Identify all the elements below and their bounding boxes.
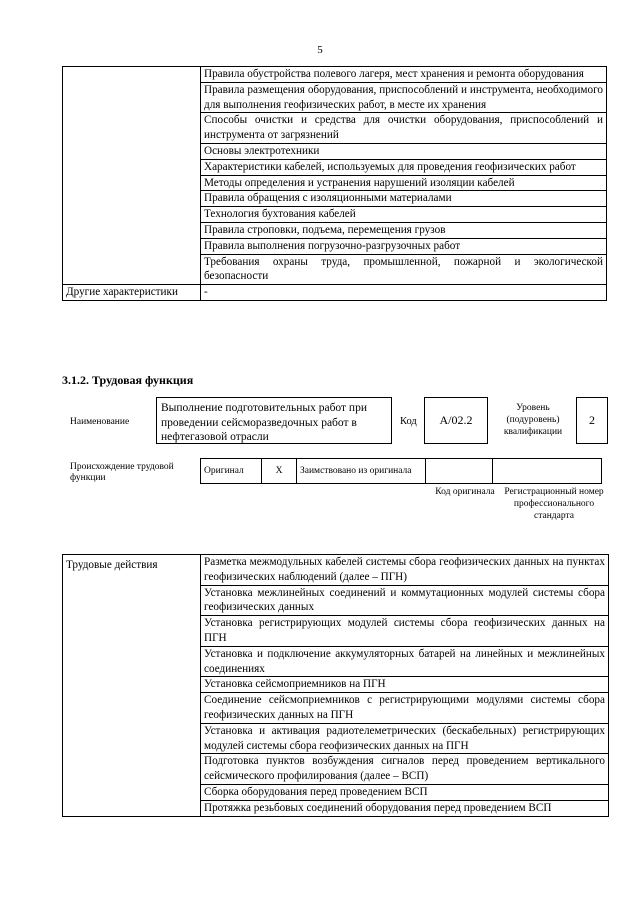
origin-table — [200, 458, 602, 484]
origin-label: Происхождение трудовой функции — [70, 462, 174, 483]
table-cell-empty — [63, 67, 201, 285]
function-name-label: Наименование — [70, 417, 130, 427]
labor-actions-table — [62, 554, 609, 817]
labor-action-item: Соединение сейсмоприемников с регистрирующими модулями системы сбора геофизических данных на ПГН — [201, 693, 609, 724]
level-label: Уровень (подуровень) квалификации — [503, 403, 563, 437]
labor-action-item: Установка и подключение аккумуляторных батарей на линейных и межлинейных соединениях — [201, 646, 609, 677]
labor-action-item: Подготовка пунктов возбуждения сигналов перед проведением вертикального сейсмического профилирования (далее – ВСП) — [201, 754, 609, 785]
knowledge-item: Характеристики кабелей, используемых для проведения геофизических работ — [201, 159, 607, 175]
labor-action-item: Установка и активация радиотелеметрических (бескабельных) регистрирующих модулей системы сбора геофизических данных на ПГН — [201, 723, 609, 754]
table-row — [63, 67, 607, 83]
knowledge-item: Правила обустройства полевого лагеря, мест хранения и ремонта оборудования — [201, 67, 607, 83]
knowledge-item: Правила строповки, подъема, перемещения грузов — [201, 222, 607, 238]
knowledge-item: Правила обращения с изоляционными материалами — [201, 191, 607, 207]
original-mark: X — [262, 459, 297, 484]
labor-action-item: Установка межлинейных соединений и коммутационных модулей системы сбора геофизических данных — [201, 585, 609, 616]
other-characteristics-value: - — [201, 285, 607, 301]
original-label: Оригинал — [201, 459, 262, 484]
knowledge-table — [62, 66, 607, 301]
table-row — [201, 459, 602, 484]
labor-action-item: Разметка межмодульных кабелей системы сбора геофизических данных на пунктах геофизических наблюдений (далее – ПГН) — [201, 555, 609, 586]
function-name-value: Выполнение подготовительных работ при проведении сейсморазведочных работ в нефтегазовой отрасли — [156, 397, 392, 444]
knowledge-item: Основы электротехники — [201, 143, 607, 159]
knowledge-item: Правила выполнения погрузочно-разгрузочных работ — [201, 238, 607, 254]
knowledge-item: Технология бухтования кабелей — [201, 207, 607, 223]
origin-code-cell — [426, 459, 493, 484]
knowledge-item: Способы очистки и средства для очистки оборудования, приспособлений и инструмента от загрязнений — [201, 113, 607, 144]
labor-actions-label: Трудовые действия — [63, 555, 201, 817]
code-value: А/02.2 — [424, 397, 488, 444]
table-row — [63, 555, 609, 586]
knowledge-item: Правила размещения оборудования, приспособлений и инструмента, необходимого для выполнения геофизических работ, в месте их хранения — [201, 82, 607, 113]
labor-action-item: Протяжка резьбовых соединений оборудования перед проведением ВСП — [201, 800, 609, 816]
knowledge-item: Требования охраны труда, промышленной, пожарной и экологической безопасности — [201, 254, 607, 285]
section-title: 3.1.2. Трудовая функция — [62, 373, 194, 387]
borrowed-label: Заимствовано из оригинала — [297, 459, 426, 484]
code-caption: Код оригинала — [435, 487, 495, 497]
other-characteristics-label: Другие характеристики — [63, 285, 201, 301]
registration-number-cell — [493, 459, 602, 484]
labor-action-item: Установка регистрирующих модулей системы сбора геофизических данных на ПГН — [201, 616, 609, 647]
registration-caption: Регистрационный номер профессионального стандарта — [504, 487, 604, 521]
page-number: 5 — [317, 44, 323, 56]
code-label: Код — [400, 416, 417, 427]
labor-action-item: Сборка оборудования перед проведением ВСП — [201, 784, 609, 800]
table-row — [63, 285, 607, 301]
labor-action-item: Установка сейсмоприемников на ПГН — [201, 677, 609, 693]
knowledge-item: Методы определения и устранения нарушений изоляции кабелей — [201, 175, 607, 191]
level-value: 2 — [576, 397, 608, 444]
